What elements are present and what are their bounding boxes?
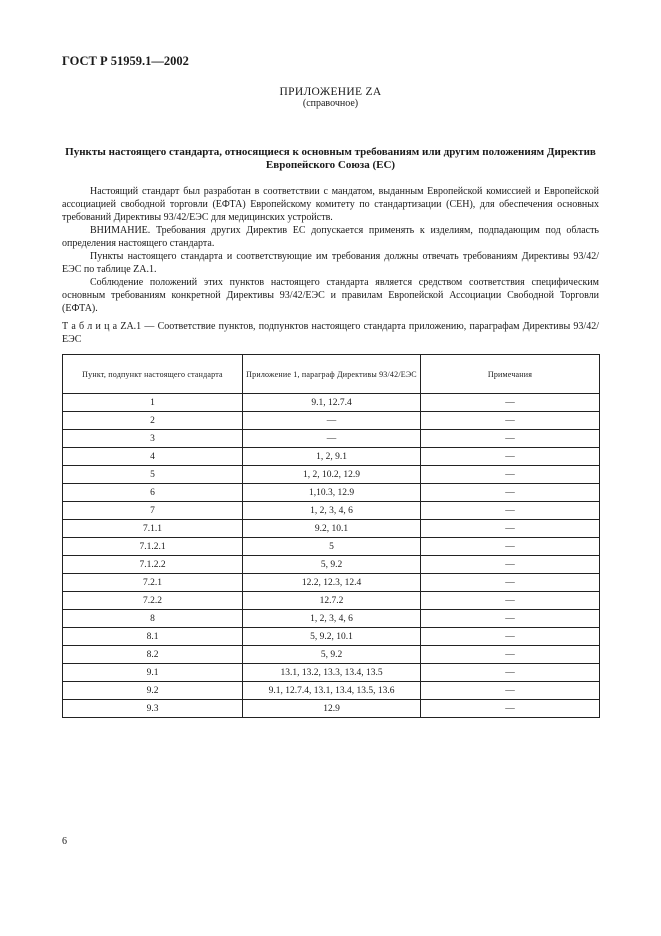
cell-notes: —: [421, 664, 600, 682]
cell-directive: 5, 9.2: [243, 556, 421, 574]
table-row: [63, 466, 600, 484]
cell-directive: 1, 2, 3, 4, 6: [243, 502, 421, 520]
cell-directive: 5, 9.2: [243, 646, 421, 664]
cell-clause: 7.1.2.1: [63, 538, 243, 556]
cell-clause: 7: [63, 502, 243, 520]
annex-subtitle: (справочное): [302, 98, 359, 109]
cell-clause: 7.2.1: [63, 574, 243, 592]
cell-directive: 13.1, 13.2, 13.3, 13.4, 13.5: [243, 664, 421, 682]
cell-directive: 9.1, 12.7.4, 13.1, 13.4, 13.5, 13.6: [243, 682, 421, 700]
document-code: ГОСТ Р 51959.1—2002: [62, 54, 189, 68]
cell-directive: 9.1, 12.7.4: [243, 394, 421, 412]
cell-directive: 5, 9.2, 10.1: [243, 628, 421, 646]
table-row: [63, 628, 600, 646]
cell-notes: —: [421, 682, 600, 700]
table-row: [63, 502, 600, 520]
paragraph: Пункты настоящего стандарта и соответствующие им требования должны отвечать требованиям Директивы 93/42/ЕЭС по таблице ZA.1.: [62, 251, 599, 275]
cell-clause: 6: [63, 484, 243, 502]
table-row: [63, 592, 600, 610]
cell-clause: 9.2: [63, 682, 243, 700]
table-row: [63, 394, 600, 412]
cell-notes: —: [421, 502, 600, 520]
cell-notes: —: [421, 700, 600, 718]
cell-notes: —: [421, 646, 600, 664]
page-number: 6: [62, 836, 67, 847]
cell-directive: 1, 2, 10.2, 12.9: [243, 466, 421, 484]
cell-clause: 4: [63, 448, 243, 466]
table-caption-text: — Соответствие пунктов, подпунктов настоящего стандарта приложению, параграфам Директивы 93/42/ЕЭС: [62, 321, 599, 345]
table-row: [63, 646, 600, 664]
cell-notes: —: [421, 394, 600, 412]
cell-directive: —: [243, 412, 421, 430]
cell-clause: 7.1.2.2: [63, 556, 243, 574]
cell-clause: 7.1.1: [63, 520, 243, 538]
paragraph: Настоящий стандарт был разработан в соответствии с мандатом, выданным Европейской комиссией и Европейской ассоциацией свободной торговли (ЕФТА) Европейскому комитету по стандартизации (СЕН), для обеспечения основных требований Директивы 93/42/ЕЭС для медицинских устройств.: [62, 186, 599, 223]
cell-clause: 8.1: [63, 628, 243, 646]
cell-clause: 7.2.2: [63, 592, 243, 610]
cell-notes: —: [421, 412, 600, 430]
cell-clause: 5: [63, 466, 243, 484]
table-header-row: [63, 355, 600, 394]
table-row: [63, 574, 600, 592]
cell-directive: 12.9: [243, 700, 421, 718]
table-row: [63, 556, 600, 574]
section-heading: Пункты настоящего стандарта, относящиеся к основным требованиям или другим положениям Директив Европейского Союза (ЕС): [65, 146, 596, 171]
body-text: [62, 185, 599, 315]
cell-notes: —: [421, 592, 600, 610]
cell-notes: —: [421, 628, 600, 646]
table-row: [63, 682, 600, 700]
cell-notes: —: [421, 574, 600, 592]
cell-notes: —: [421, 520, 600, 538]
cell-notes: —: [421, 538, 600, 556]
cell-notes: —: [421, 484, 600, 502]
cell-directive: 9.2, 10.1: [243, 520, 421, 538]
table-row: [63, 520, 600, 538]
cell-notes: —: [421, 610, 600, 628]
cell-notes: —: [421, 448, 600, 466]
cell-clause: 8.2: [63, 646, 243, 664]
cell-clause: 8: [63, 610, 243, 628]
column-header-notes: Примечания: [421, 355, 600, 394]
table-row: [63, 430, 600, 448]
table-row: [63, 412, 600, 430]
cell-notes: —: [421, 466, 600, 484]
table-row: [63, 448, 600, 466]
cell-directive: 12.7.2: [243, 592, 421, 610]
table-row: [63, 610, 600, 628]
paragraph: Соблюдение положений этих пунктов настоящего стандарта является средством соответствия специфическим основным требованиям конкретной Директивы 93/42/ЕЭС и правилам Европейской Ассоциации Свободной Торговли (ЕФТА).: [62, 277, 599, 314]
cell-directive: —: [243, 430, 421, 448]
cell-directive: 1, 2, 3, 4, 6: [243, 610, 421, 628]
table-caption: [62, 320, 599, 346]
table-row: [63, 664, 600, 682]
table-row: [63, 700, 600, 718]
paragraph: ВНИМАНИЕ. Требования других Директив ЕС допускается применять к изделиям, подпадающим под область определения настоящего стандарта.: [62, 225, 599, 249]
cell-notes: —: [421, 556, 600, 574]
column-header-clause: Пункт, подпункт настоящего стандарта: [63, 355, 243, 394]
column-header-directive: Приложение 1, параграф Директивы 93/42/ЕЭС: [243, 355, 421, 394]
correspondence-table: [62, 354, 600, 718]
cell-directive: 1,10.3, 12.9: [243, 484, 421, 502]
cell-clause: 2: [63, 412, 243, 430]
cell-clause: 9.1: [63, 664, 243, 682]
table-row: [63, 484, 600, 502]
table-row: [63, 538, 600, 556]
cell-notes: —: [421, 430, 600, 448]
cell-directive: 1, 2, 9.1: [243, 448, 421, 466]
annex-title: ПРИЛОЖЕНИЕ ZA: [279, 86, 382, 98]
cell-clause: 3: [63, 430, 243, 448]
cell-clause: 1: [63, 394, 243, 412]
table-caption-label: Т а б л и ц а ZA.1: [62, 321, 142, 332]
cell-directive: 5: [243, 538, 421, 556]
cell-clause: 9.3: [63, 700, 243, 718]
cell-directive: 12.2, 12.3, 12.4: [243, 574, 421, 592]
